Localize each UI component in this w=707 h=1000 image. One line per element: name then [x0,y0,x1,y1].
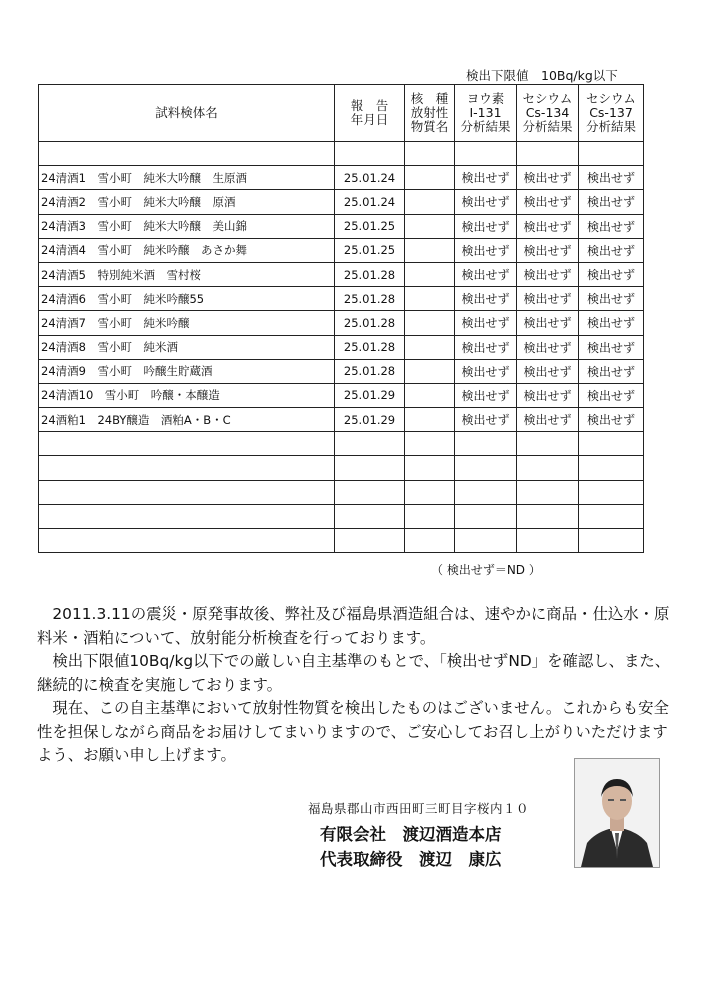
sample-name-cell: 24清酒7 雪小町 純米吟醸 [39,311,335,335]
header-line: I-131 [469,105,502,120]
company-address: 福島県郡山市西田町三町目字桜内１０ [308,801,530,816]
report-date-cell: 25.01.24 [335,166,405,190]
report-date-cell: 25.01.28 [335,359,405,383]
cesium-137-result [579,432,644,456]
sample-name-cell: 24清酒1 雪小町 純米大吟醸 生原酒 [39,166,335,190]
iodine-131-result [455,432,517,456]
table-row [39,287,644,311]
header-line: 報 告 [350,98,389,113]
cesium-134-result: 検出せず [517,383,579,407]
cesium-134-result [517,529,579,553]
nuclide-cell [405,408,455,432]
cesium-137-result: 検出せず [579,287,644,311]
sample-name-cell: 24清酒10 雪小町 吟醸・本醸造 [39,383,335,407]
representative-photo [574,758,660,868]
table-body [39,142,644,553]
iodine-131-result: 検出せず [455,408,517,432]
header-line: Cs-137 [589,105,633,120]
iodine-131-result: 検出せず [455,190,517,214]
report-date-cell: 25.01.28 [335,311,405,335]
cesium-134-result: 検出せず [517,166,579,190]
table-row [39,383,644,407]
report-date-cell: 25.01.28 [335,287,405,311]
cesium-134-result: 検出せず [517,238,579,262]
table-row [39,408,644,432]
header-iodine-131 [455,85,517,142]
report-date-cell [335,142,405,166]
iodine-131-result: 検出せず [455,359,517,383]
company-name: 有限会社 渡辺酒造本店 [320,825,502,844]
cesium-134-result [517,456,579,480]
table-row [39,432,644,456]
header-sample-name [39,85,335,142]
cesium-137-result: 検出せず [579,214,644,238]
nuclide-cell [405,238,455,262]
header-line: セシウム [586,91,636,106]
table-row [39,480,644,504]
table-row [39,529,644,553]
sample-name-cell: 24清酒6 雪小町 純米吟醸55 [39,287,335,311]
cesium-134-result: 検出せず [517,311,579,335]
cesium-134-result [517,432,579,456]
report-date-cell: 25.01.25 [335,214,405,238]
sample-name-cell: 24清酒2 雪小町 純米大吟醸 原酒 [39,190,335,214]
sample-name-cell [39,504,335,528]
sample-name-cell [39,432,335,456]
iodine-131-result: 検出せず [455,214,517,238]
sample-name-cell: 24清酒3 雪小町 純米大吟醸 美山錦 [39,214,335,238]
iodine-131-result: 検出せず [455,262,517,286]
table-row [39,335,644,359]
sample-name-cell: 24清酒5 特別純米酒 雪村桜 [39,262,335,286]
cesium-134-result [517,504,579,528]
cesium-137-result: 検出せず [579,359,644,383]
iodine-131-result [455,480,517,504]
table-row [39,359,644,383]
iodine-131-result: 検出せず [455,335,517,359]
cesium-137-result: 検出せず [579,166,644,190]
sample-name-cell: 24清酒4 雪小町 純米吟醸 あさか舞 [39,238,335,262]
header-cesium-137 [579,85,644,142]
nuclide-cell [405,359,455,383]
cesium-137-result: 検出せず [579,262,644,286]
report-date-cell: 25.01.25 [335,238,405,262]
header-cesium-134 [517,85,579,142]
nuclide-cell [405,383,455,407]
table-row [39,504,644,528]
table-row [39,311,644,335]
cesium-134-result [517,480,579,504]
report-date-cell: 25.01.28 [335,262,405,286]
report-date-cell [335,432,405,456]
nuclide-cell [405,311,455,335]
header-report-date [335,85,405,142]
nuclide-cell [405,142,455,166]
header-line: 分析結果 [585,119,636,134]
report-date-cell [335,456,405,480]
cesium-137-result: 検出せず [579,335,644,359]
nuclide-cell [405,432,455,456]
cesium-134-result: 検出せず [517,214,579,238]
statement-paragraph: 現在、この自主基準において放射性物質を検出したものはございません。これからも安全性を担保しながら商品をお届けしてまいりますので、ご安心してお召し上がりいただけますよう、お願い申し上げます。 [37,699,669,764]
header-nuclide [405,85,455,142]
report-date-cell: 25.01.24 [335,190,405,214]
header-line: ヨウ素 [466,91,505,106]
table-row [39,214,644,238]
header-line: セシウム [522,91,573,106]
sample-name-cell [39,142,335,166]
report-date-cell: 25.01.28 [335,335,405,359]
cesium-137-result [579,456,644,480]
cesium-137-result [579,480,644,504]
header-line: Cs-134 [525,105,570,120]
nuclide-cell [405,504,455,528]
nuclide-cell [405,335,455,359]
cesium-137-result: 検出せず [579,190,644,214]
iodine-131-result [455,142,517,166]
cesium-137-result: 検出せず [579,311,644,335]
header-line: 放射性 [410,105,449,120]
table-row [39,262,644,286]
cesium-137-result [579,504,644,528]
statement-paragraph: 検出下限値10Bq/kg以下での厳しい自主基準のもとで、「検出せずND」を確認し、また、継続的に検査を実施しております。 [37,652,671,694]
header-line: 年月日 [350,112,389,127]
cesium-134-result: 検出せず [517,262,579,286]
header-line: 物質名 [410,119,449,134]
nuclide-cell [405,287,455,311]
sample-name-cell [39,529,335,553]
cesium-137-result: 検出せず [579,238,644,262]
iodine-131-result: 検出せず [455,383,517,407]
cesium-134-result: 検出せず [517,190,579,214]
nuclide-cell [405,529,455,553]
nd-legend-note: （ 検出せず＝ND ） [431,563,541,577]
table-header-row [39,85,644,142]
report-date-cell [335,529,405,553]
report-date-cell [335,504,405,528]
cesium-134-result: 検出せず [517,335,579,359]
sample-name-cell: 24清酒9 雪小町 吟醸生貯蔵酒 [39,359,335,383]
iodine-131-result [455,456,517,480]
cesium-134-result [517,142,579,166]
header-line: 分析結果 [460,119,511,134]
table-row [39,142,644,166]
nuclide-cell [405,190,455,214]
report-date-cell: 25.01.29 [335,383,405,407]
cesium-137-result [579,529,644,553]
nuclide-cell [405,166,455,190]
nuclide-cell [405,456,455,480]
sample-name-cell [39,456,335,480]
sample-name-cell: 24酒粕1 24BY醸造 酒粕A・B・C [39,408,335,432]
table-row [39,166,644,190]
cesium-137-result: 検出せず [579,408,644,432]
analysis-results-table [38,84,644,553]
detection-limit: 検出下限値 10Bq/kg以下 [466,68,618,83]
table-row [39,190,644,214]
representative-name: 代表取締役 渡辺 康広 [320,850,502,869]
iodine-131-result: 検出せず [455,287,517,311]
cesium-134-result: 検出せず [517,408,579,432]
nuclide-cell [405,480,455,504]
header-sample-name-text: 試料検体名 [155,105,218,120]
iodine-131-result [455,529,517,553]
iodine-131-result: 検出せず [455,311,517,335]
nuclide-cell [405,262,455,286]
iodine-131-result: 検出せず [455,166,517,190]
report-date-cell [335,480,405,504]
cesium-134-result: 検出せず [517,287,579,311]
sample-name-cell [39,480,335,504]
safety-statement [37,603,677,768]
nuclide-cell [405,214,455,238]
cesium-137-result [579,142,644,166]
table-row [39,456,644,480]
sample-name-cell: 24清酒8 雪小町 純米酒 [39,335,335,359]
portrait-image [575,759,659,867]
cesium-134-result: 検出せず [517,359,579,383]
iodine-131-result: 検出せず [455,238,517,262]
iodine-131-result [455,504,517,528]
table-row [39,238,644,262]
cesium-137-result: 検出せず [579,383,644,407]
statement-paragraph: 2011.3.11の震災・原発事故後、弊社及び福島県酒造組合は、速やかに商品・仕込水・原料米・酒粕について、放射能分析検査を行っております。 [37,605,670,647]
header-line: 核 種 [410,91,449,106]
header-line: 分析結果 [522,119,573,134]
report-date-cell: 25.01.29 [335,408,405,432]
